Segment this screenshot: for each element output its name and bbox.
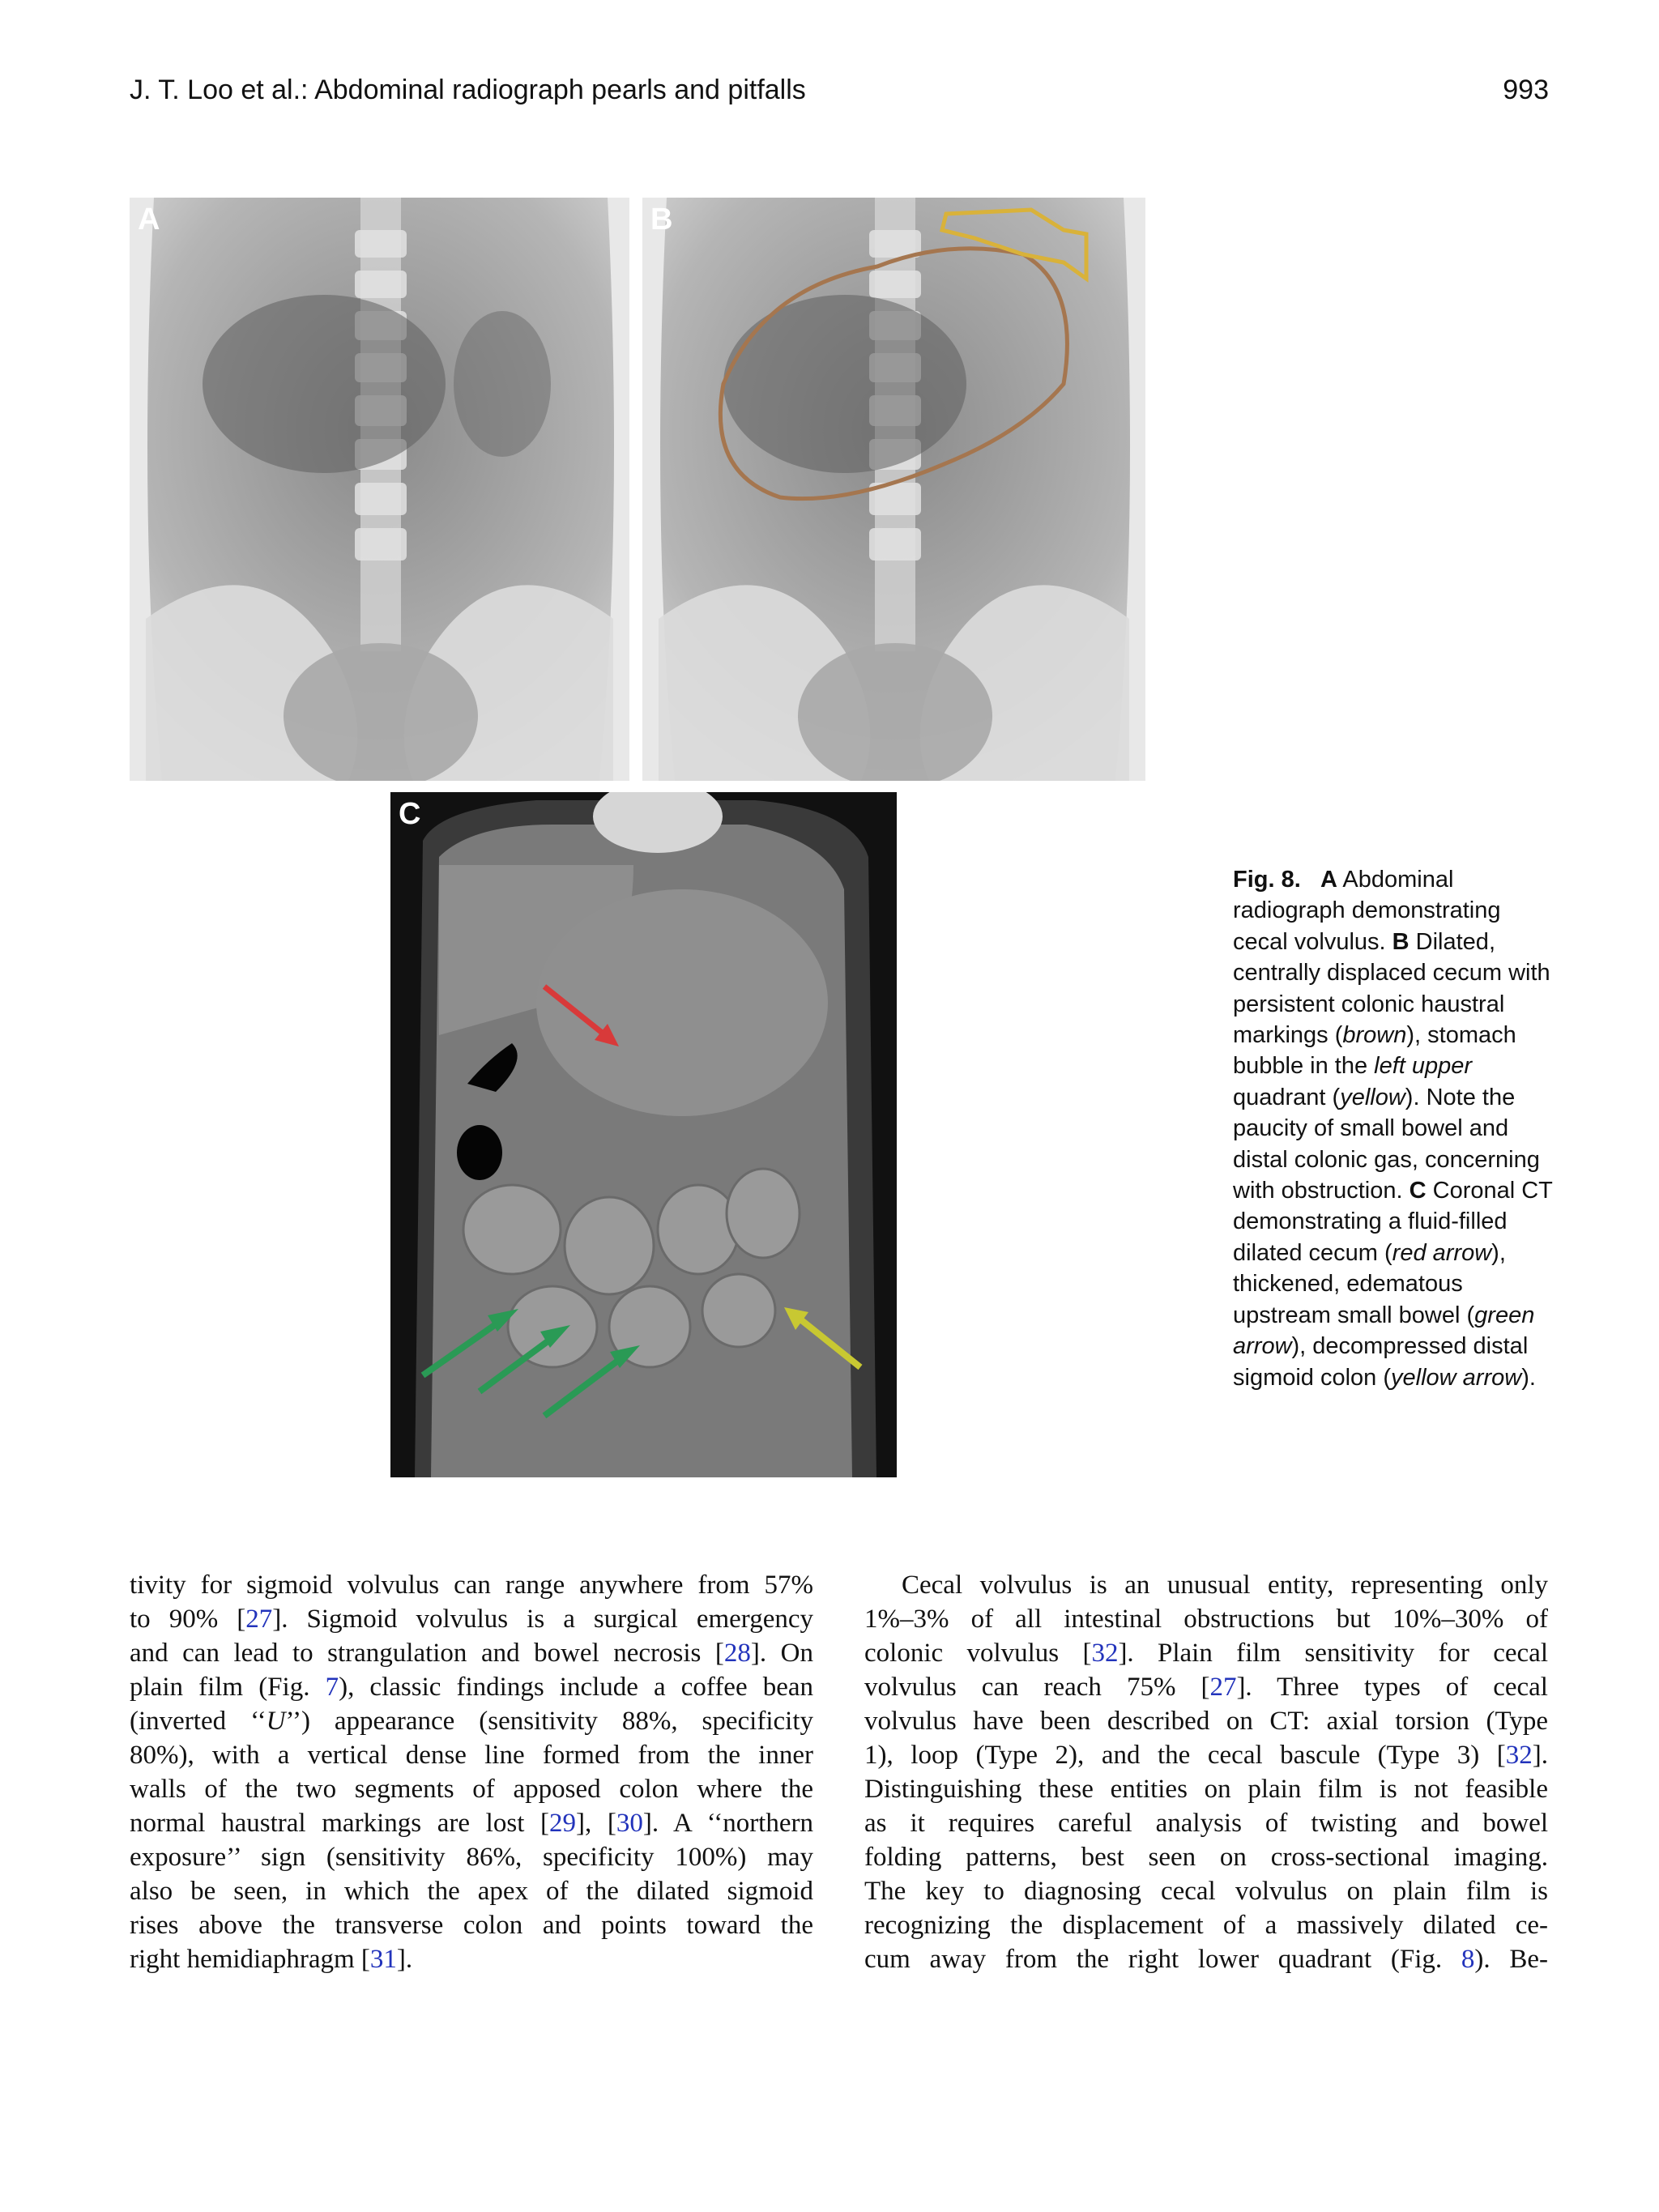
text-line bbox=[130, 1874, 813, 1908]
text-run: walls of the two segments of apposed colon where the bbox=[130, 1775, 813, 1804]
panel-c-letter: C bbox=[399, 797, 421, 831]
body-column-left bbox=[130, 1568, 813, 1976]
text-line bbox=[130, 1908, 813, 1942]
running-header bbox=[130, 75, 1549, 115]
text-run: ]. Three types of cecal bbox=[1236, 1673, 1548, 1702]
text-run: tivity for sigmoid volvulus can range anywhere from 57% bbox=[130, 1571, 813, 1600]
text-run: as it requires careful analysis of twisting and bowel bbox=[864, 1809, 1548, 1838]
text-run: recognizing the displacement of a massively dilated ce- bbox=[864, 1911, 1548, 1940]
figure-caption: Fig. 8. A Abdominal radiograph demonstrating cecal volvulus. B Dilated, centrally displaced cecum with persistent colonic haustral markings (brown), stomach bubble in the left upper quadrant (yellow). Note the paucity of small bowel and distal colonic gas, concerning with obstruction. C Coronal CT demonstrating a fluid-filled dilated cecum (red arrow), thickened, edematous upstream small bowel (green arrow), decompressed distal sigmoid colon (yellow arrow). bbox=[1233, 867, 1553, 1391]
reference-link[interactable]: 27 bbox=[1209, 1673, 1237, 1702]
radiograph-a-image bbox=[130, 198, 629, 781]
text-line bbox=[864, 1806, 1548, 1840]
body-column-right bbox=[864, 1568, 1548, 1976]
text-run: volvulus can reach 75% [ bbox=[864, 1673, 1210, 1702]
reference-link[interactable]: 28 bbox=[723, 1639, 751, 1668]
text-run: ]. Sigmoid volvulus is a surgical emergency bbox=[272, 1605, 813, 1634]
text-run: 1), loop (Type 2), and the cecal bascule (Type 3) [ bbox=[864, 1741, 1506, 1770]
text-run: ’’) appearance (sensitivity 88%, specificity bbox=[285, 1707, 813, 1736]
text-run: ]. bbox=[1532, 1741, 1548, 1770]
text-run: plain film (Fig. bbox=[130, 1673, 326, 1702]
text-line bbox=[864, 1840, 1548, 1874]
text-run: Distinguishing these entities on plain film is not feasible bbox=[864, 1775, 1548, 1804]
text-line bbox=[130, 1942, 813, 1976]
reference-link[interactable]: 29 bbox=[549, 1809, 577, 1838]
text-run: (inverted ‘‘ bbox=[130, 1707, 267, 1736]
text-line bbox=[864, 1908, 1548, 1942]
reference-link[interactable]: 32 bbox=[1505, 1741, 1533, 1770]
text-line bbox=[130, 1840, 813, 1874]
text-run: right hemidiaphragm [ bbox=[130, 1945, 370, 1974]
text-line bbox=[864, 1942, 1548, 1976]
text-run: rises above the transverse colon and points toward the bbox=[130, 1911, 813, 1940]
text-line bbox=[864, 1772, 1548, 1806]
text-run: colonic volvulus [ bbox=[864, 1639, 1092, 1668]
panel-b-letter: B bbox=[650, 202, 673, 237]
text-run: exposure’’ sign (sensitivity 86%, specificity 100%) may bbox=[130, 1843, 813, 1872]
text-line bbox=[864, 1874, 1548, 1908]
text-line bbox=[864, 1738, 1548, 1772]
text-run: ]. Plain film sensitivity for cecal bbox=[1118, 1639, 1548, 1668]
text-run: ]. On bbox=[750, 1639, 813, 1668]
text-run: The key to diagnosing cecal volvulus on plain film is bbox=[864, 1877, 1548, 1906]
text-run: also be seen, in which the apex of the dilated sigmoid bbox=[130, 1877, 813, 1906]
text-line bbox=[130, 1704, 813, 1738]
text-run: folding patterns, best seen on cross-sectional imaging. bbox=[864, 1843, 1548, 1872]
reference-link[interactable]: 7 bbox=[325, 1673, 339, 1702]
text-line bbox=[130, 1738, 813, 1772]
reference-link[interactable]: 31 bbox=[369, 1945, 397, 1974]
reference-link[interactable]: 8 bbox=[1461, 1945, 1475, 1974]
text-line bbox=[130, 1772, 813, 1806]
text-line bbox=[864, 1636, 1548, 1670]
figure-panel-a-radiograph bbox=[130, 198, 629, 781]
text-run: ), classic findings include a coffee bean bbox=[339, 1673, 813, 1702]
reference-link[interactable]: 27 bbox=[245, 1605, 273, 1634]
text-run: ]. bbox=[396, 1945, 413, 1974]
text-run: volvulus have been described on CT: axial torsion (Type bbox=[864, 1707, 1548, 1736]
italic-text: U bbox=[266, 1707, 286, 1736]
text-line bbox=[130, 1806, 813, 1840]
text-run: cum away from the right lower quadrant (Fig. bbox=[864, 1945, 1461, 1974]
panel-a-letter: A bbox=[138, 202, 160, 237]
figure-panel-b-radiograph-annotated bbox=[642, 198, 1145, 781]
text-line bbox=[130, 1670, 813, 1704]
text-run: ]. A ‘‘northern bbox=[642, 1809, 813, 1838]
coronal-ct-image bbox=[390, 792, 897, 1477]
text-run: to 90% [ bbox=[130, 1605, 246, 1634]
text-run: ], [ bbox=[576, 1809, 616, 1838]
text-line bbox=[130, 1636, 813, 1670]
text-line bbox=[864, 1704, 1548, 1738]
reference-link[interactable]: 32 bbox=[1091, 1639, 1119, 1668]
text-run: and can lead to strangulation and bowel necrosis [ bbox=[130, 1639, 724, 1668]
radiograph-b-image bbox=[642, 198, 1145, 781]
text-line bbox=[864, 1568, 1548, 1602]
reference-link[interactable]: 30 bbox=[616, 1809, 643, 1838]
text-line bbox=[864, 1670, 1548, 1704]
page-number: 993 bbox=[1503, 75, 1549, 105]
text-run: 80%), with a vertical dense line formed from the inner bbox=[130, 1741, 813, 1770]
text-run: 1%–3% of all intestinal obstructions but 10%–30% of bbox=[864, 1605, 1548, 1634]
text-run: ). Be- bbox=[1474, 1945, 1548, 1974]
text-line bbox=[864, 1602, 1548, 1636]
text-line bbox=[130, 1568, 813, 1602]
figure-panel-c-coronal-ct bbox=[390, 792, 897, 1477]
text-line bbox=[130, 1602, 813, 1636]
text-run: Cecal volvulus is an unusual entity, representing only bbox=[902, 1571, 1548, 1600]
running-title: J. T. Loo et al.: Abdominal radiograph pearls and pitfalls bbox=[130, 75, 806, 105]
text-run: normal haustral markings are lost [ bbox=[130, 1809, 550, 1838]
